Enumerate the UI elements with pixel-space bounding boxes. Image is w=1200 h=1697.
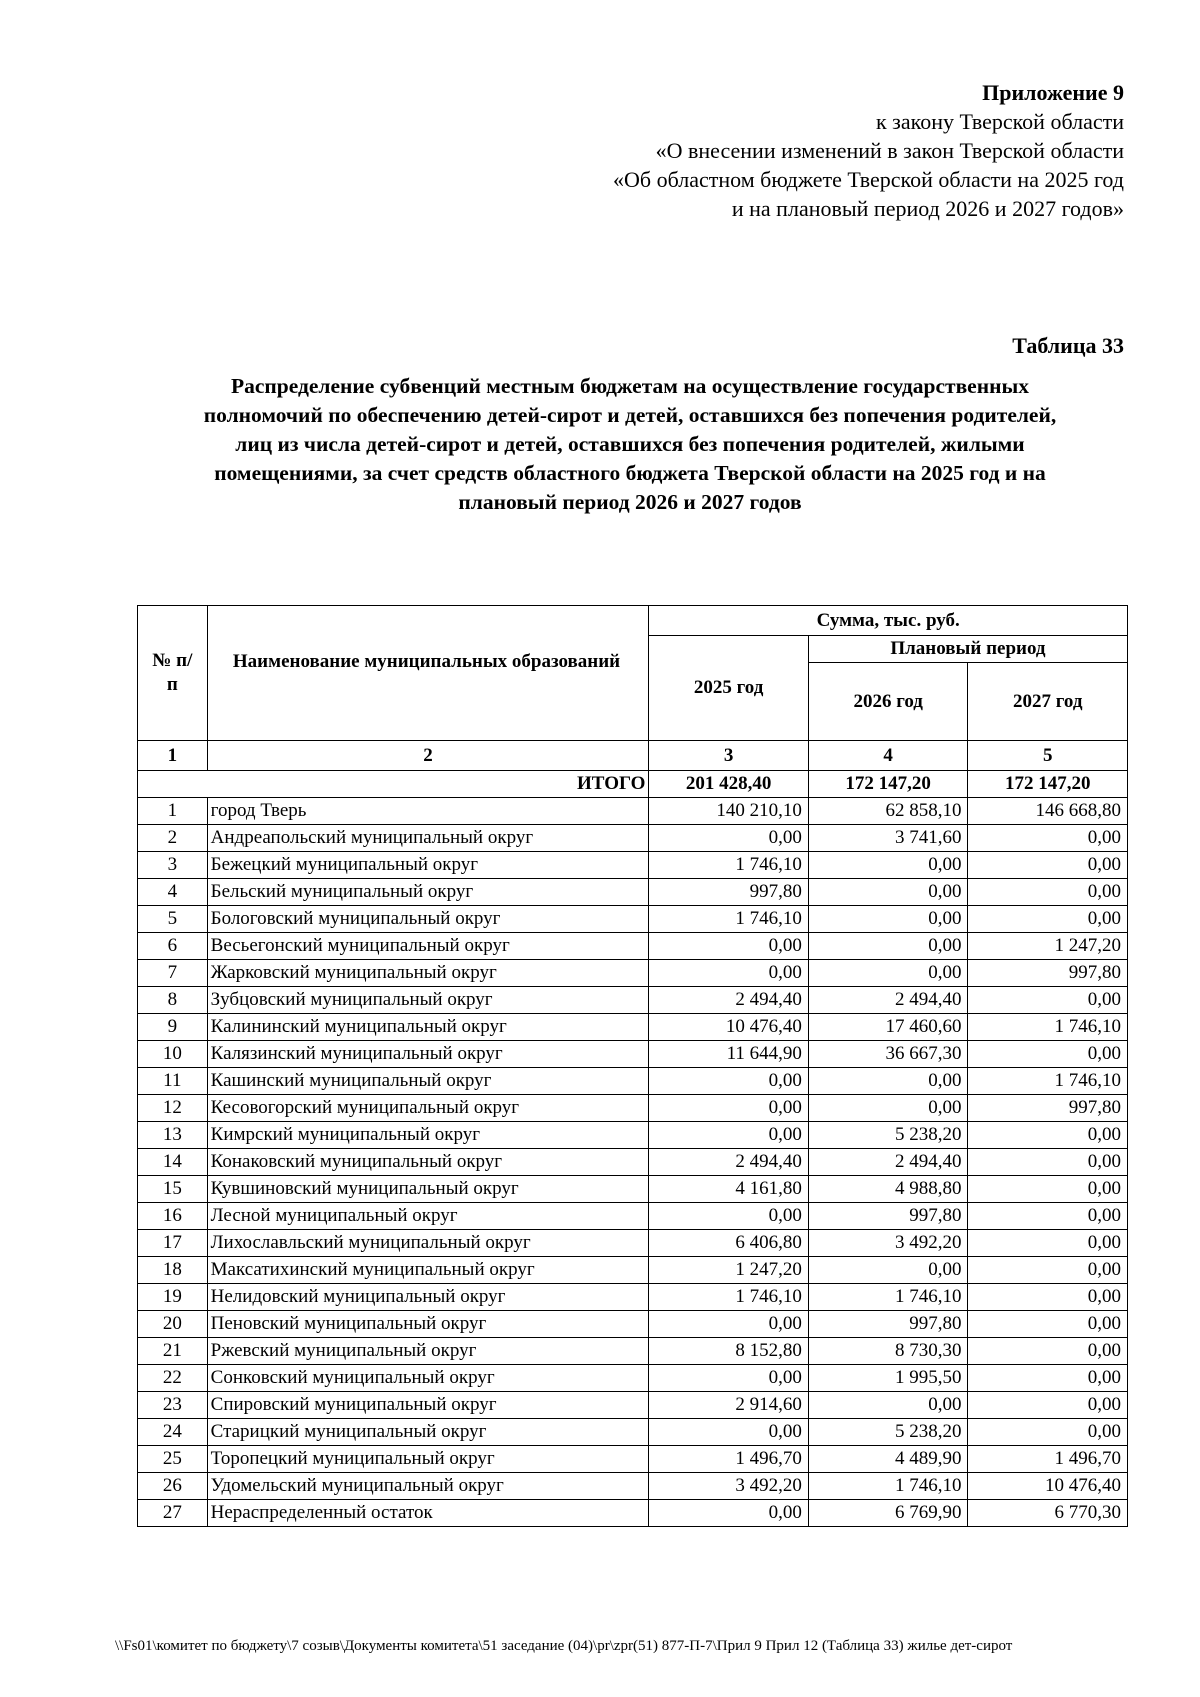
header-num: № п/п bbox=[138, 606, 208, 741]
total-2025: 201 428,40 bbox=[649, 771, 809, 798]
appendix-line: «Об областном бюджете Тверской области на 2025 год bbox=[613, 167, 1124, 192]
row-number: 10 bbox=[138, 1041, 208, 1068]
col-number: 5 bbox=[968, 741, 1128, 771]
table-row bbox=[138, 1365, 1128, 1392]
row-number: 20 bbox=[138, 1311, 208, 1338]
amount-2025: 1 746,10 bbox=[649, 1284, 809, 1311]
table-row bbox=[138, 1419, 1128, 1446]
row-number: 3 bbox=[138, 852, 208, 879]
municipality-name: Жарковский муниципальный округ bbox=[207, 960, 649, 987]
municipality-name: Ржевский муниципальный округ bbox=[207, 1338, 649, 1365]
row-number: 25 bbox=[138, 1446, 208, 1473]
municipality-name: город Тверь bbox=[207, 798, 649, 825]
amount-2025: 0,00 bbox=[649, 1500, 809, 1527]
total-row bbox=[138, 771, 1128, 798]
amount-2025: 1 247,20 bbox=[649, 1257, 809, 1284]
municipality-name: Старицкий муниципальный округ bbox=[207, 1419, 649, 1446]
row-number: 8 bbox=[138, 987, 208, 1014]
municipality-name: Лихославльский муниципальный округ bbox=[207, 1230, 649, 1257]
amount-2026: 3 492,20 bbox=[808, 1230, 968, 1257]
table-row bbox=[138, 1446, 1128, 1473]
amount-2026: 1 746,10 bbox=[808, 1473, 968, 1500]
amount-2025: 4 161,80 bbox=[649, 1176, 809, 1203]
row-number: 26 bbox=[138, 1473, 208, 1500]
amount-2026: 6 769,90 bbox=[808, 1500, 968, 1527]
municipality-name: Удомельский муниципальный округ bbox=[207, 1473, 649, 1500]
table-row bbox=[138, 1230, 1128, 1257]
header-sum: Сумма, тыс. руб. bbox=[649, 606, 1128, 636]
table-row bbox=[138, 1500, 1128, 1527]
table-row bbox=[138, 1122, 1128, 1149]
amount-2027: 0,00 bbox=[968, 1176, 1128, 1203]
municipality-name: Кесовогорский муниципальный округ bbox=[207, 1095, 649, 1122]
municipality-name: Зубцовский муниципальный округ bbox=[207, 987, 649, 1014]
total-label: ИТОГО bbox=[138, 771, 649, 798]
amount-2025: 0,00 bbox=[649, 1095, 809, 1122]
amount-2027: 0,00 bbox=[968, 852, 1128, 879]
amount-2027: 0,00 bbox=[968, 825, 1128, 852]
appendix-line: «О внесении изменений в закон Тверской области bbox=[655, 138, 1124, 163]
amount-2027: 0,00 bbox=[968, 987, 1128, 1014]
table-row bbox=[138, 933, 1128, 960]
header-2025: 2025 год bbox=[649, 636, 809, 741]
municipality-name: Калининский муниципальный округ bbox=[207, 1014, 649, 1041]
amount-2027: 10 476,40 bbox=[968, 1473, 1128, 1500]
municipality-name: Сонковский муниципальный округ bbox=[207, 1365, 649, 1392]
table-row bbox=[138, 852, 1128, 879]
municipality-name: Калязинский муниципальный округ bbox=[207, 1041, 649, 1068]
table-row bbox=[138, 1311, 1128, 1338]
header-2027: 2027 год bbox=[968, 663, 1128, 741]
amount-2027: 1 746,10 bbox=[968, 1014, 1128, 1041]
amount-2025: 1 496,70 bbox=[649, 1446, 809, 1473]
amount-2026: 0,00 bbox=[808, 879, 968, 906]
table-row bbox=[138, 906, 1128, 933]
amount-2027: 0,00 bbox=[968, 1311, 1128, 1338]
table-row bbox=[138, 879, 1128, 906]
amount-2026: 62 858,10 bbox=[808, 798, 968, 825]
appendix-header bbox=[613, 78, 1124, 223]
amount-2026: 0,00 bbox=[808, 1095, 968, 1122]
col-number: 3 bbox=[649, 741, 809, 771]
title-line: Распределение субвенций местным бюджетам на осуществление государственных bbox=[230, 374, 1030, 398]
amount-2026: 4 988,80 bbox=[808, 1176, 968, 1203]
amount-2026: 0,00 bbox=[808, 933, 968, 960]
row-number: 19 bbox=[138, 1284, 208, 1311]
amount-2026: 1 995,50 bbox=[808, 1365, 968, 1392]
amount-2027: 6 770,30 bbox=[968, 1500, 1128, 1527]
amount-2026: 4 489,90 bbox=[808, 1446, 968, 1473]
row-number: 2 bbox=[138, 825, 208, 852]
amount-2026: 0,00 bbox=[808, 852, 968, 879]
table-row bbox=[138, 1338, 1128, 1365]
amount-2025: 0,00 bbox=[649, 1203, 809, 1230]
amount-2025: 0,00 bbox=[649, 1068, 809, 1095]
amount-2026: 5 238,20 bbox=[808, 1419, 968, 1446]
table-row bbox=[138, 1176, 1128, 1203]
row-number: 6 bbox=[138, 933, 208, 960]
col-number: 2 bbox=[207, 741, 649, 771]
amount-2026: 36 667,30 bbox=[808, 1041, 968, 1068]
amount-2026: 2 494,40 bbox=[808, 987, 968, 1014]
col-number: 4 bbox=[808, 741, 968, 771]
municipality-name: Кимрский муниципальный округ bbox=[207, 1122, 649, 1149]
row-number: 15 bbox=[138, 1176, 208, 1203]
table-number: Таблица 33 bbox=[1012, 333, 1124, 358]
table-row bbox=[138, 1392, 1128, 1419]
table-row bbox=[138, 1014, 1128, 1041]
amount-2026: 8 730,30 bbox=[808, 1338, 968, 1365]
title-line: лиц из числа детей-сирот и детей, оставшихся без попечения родителей, жилыми bbox=[235, 432, 1025, 456]
municipality-name: Лесной муниципальный округ bbox=[207, 1203, 649, 1230]
title-line: помещениями, за счет средств областного бюджета Тверской области на 2025 год и на bbox=[214, 461, 1046, 485]
municipality-name: Кувшиновский муниципальный округ bbox=[207, 1176, 649, 1203]
amount-2025: 0,00 bbox=[649, 1311, 809, 1338]
amount-2025: 140 210,10 bbox=[649, 798, 809, 825]
amount-2027: 997,80 bbox=[968, 1095, 1128, 1122]
row-number: 9 bbox=[138, 1014, 208, 1041]
row-number: 13 bbox=[138, 1122, 208, 1149]
municipality-name: Максатихинский муниципальный округ bbox=[207, 1257, 649, 1284]
amount-2025: 0,00 bbox=[649, 825, 809, 852]
amount-2027: 1 746,10 bbox=[968, 1068, 1128, 1095]
title-line: полномочий по обеспечению детей-сирот и детей, оставшихся без попечения родителей, bbox=[203, 403, 1057, 427]
table-row bbox=[138, 825, 1128, 852]
municipality-name: Кашинский муниципальный округ bbox=[207, 1068, 649, 1095]
amount-2027: 0,00 bbox=[968, 1230, 1128, 1257]
amount-2025: 8 152,80 bbox=[649, 1338, 809, 1365]
amount-2027: 0,00 bbox=[968, 879, 1128, 906]
subventions-table bbox=[137, 605, 1128, 1527]
amount-2026: 0,00 bbox=[808, 1392, 968, 1419]
header-name: Наименование муниципальных образований bbox=[207, 606, 649, 741]
municipality-name: Пеновский муниципальный округ bbox=[207, 1311, 649, 1338]
amount-2027: 0,00 bbox=[968, 1392, 1128, 1419]
col-number: 1 bbox=[138, 741, 208, 771]
row-number: 23 bbox=[138, 1392, 208, 1419]
amount-2026: 0,00 bbox=[808, 960, 968, 987]
amount-2026: 2 494,40 bbox=[808, 1149, 968, 1176]
amount-2025: 1 746,10 bbox=[649, 906, 809, 933]
amount-2027: 0,00 bbox=[968, 1257, 1128, 1284]
municipality-name: Торопецкий муниципальный округ bbox=[207, 1446, 649, 1473]
amount-2027: 0,00 bbox=[968, 1041, 1128, 1068]
amount-2026: 997,80 bbox=[808, 1311, 968, 1338]
amount-2025: 2 914,60 bbox=[649, 1392, 809, 1419]
table-row bbox=[138, 1257, 1128, 1284]
amount-2025: 3 492,20 bbox=[649, 1473, 809, 1500]
amount-2026: 0,00 bbox=[808, 906, 968, 933]
amount-2026: 1 746,10 bbox=[808, 1284, 968, 1311]
amount-2027: 0,00 bbox=[968, 1284, 1128, 1311]
municipality-name: Конаковский муниципальный округ bbox=[207, 1149, 649, 1176]
amount-2025: 0,00 bbox=[649, 1122, 809, 1149]
amount-2027: 146 668,80 bbox=[968, 798, 1128, 825]
amount-2026: 17 460,60 bbox=[808, 1014, 968, 1041]
row-number: 12 bbox=[138, 1095, 208, 1122]
row-number: 5 bbox=[138, 906, 208, 933]
table-row bbox=[138, 798, 1128, 825]
amount-2026: 3 741,60 bbox=[808, 825, 968, 852]
row-number: 24 bbox=[138, 1419, 208, 1446]
row-number: 1 bbox=[138, 798, 208, 825]
appendix-line: и на плановый период 2026 и 2027 годов» bbox=[731, 196, 1124, 221]
amount-2027: 0,00 bbox=[968, 1122, 1128, 1149]
municipality-name: Бежецкий муниципальный округ bbox=[207, 852, 649, 879]
amount-2027: 0,00 bbox=[968, 1338, 1128, 1365]
municipality-name: Нераспределенный остаток bbox=[207, 1500, 649, 1527]
table-row bbox=[138, 987, 1128, 1014]
amount-2027: 0,00 bbox=[968, 906, 1128, 933]
municipality-name: Спировский муниципальный округ bbox=[207, 1392, 649, 1419]
header-2026: 2026 год bbox=[808, 663, 968, 741]
table-row bbox=[138, 1284, 1128, 1311]
row-number: 4 bbox=[138, 879, 208, 906]
table-row bbox=[138, 1473, 1128, 1500]
row-number: 21 bbox=[138, 1338, 208, 1365]
amount-2025: 0,00 bbox=[649, 1419, 809, 1446]
amount-2027: 0,00 bbox=[968, 1365, 1128, 1392]
amount-2025: 0,00 bbox=[649, 1365, 809, 1392]
row-number: 7 bbox=[138, 960, 208, 987]
municipality-name: Андреапольский муниципальный округ bbox=[207, 825, 649, 852]
file-path-footer: \\Fs01\комитет по бюджету\7 созыв\Документы комитета\51 заседание (04)\pr\zpr(51) 877-П-7\Прил 9 Прил 12 (Таблица 33) жилье дет-сирот bbox=[115, 1638, 1013, 1654]
document-title bbox=[140, 372, 1120, 517]
amount-2027: 1 247,20 bbox=[968, 933, 1128, 960]
appendix-title: Приложение 9 bbox=[982, 80, 1124, 105]
amount-2025: 997,80 bbox=[649, 879, 809, 906]
amount-2025: 0,00 bbox=[649, 933, 809, 960]
row-number: 18 bbox=[138, 1257, 208, 1284]
amount-2025: 6 406,80 bbox=[649, 1230, 809, 1257]
total-2027: 172 147,20 bbox=[968, 771, 1128, 798]
table-row bbox=[138, 1041, 1128, 1068]
amount-2027: 1 496,70 bbox=[968, 1446, 1128, 1473]
amount-2026: 0,00 bbox=[808, 1257, 968, 1284]
municipality-name: Нелидовский муниципальный округ bbox=[207, 1284, 649, 1311]
amount-2027: 0,00 bbox=[968, 1203, 1128, 1230]
amount-2025: 1 746,10 bbox=[649, 852, 809, 879]
amount-2027: 997,80 bbox=[968, 960, 1128, 987]
amount-2026: 0,00 bbox=[808, 1068, 968, 1095]
amount-2025: 10 476,40 bbox=[649, 1014, 809, 1041]
municipality-name: Весьегонский муниципальный округ bbox=[207, 933, 649, 960]
row-number: 22 bbox=[138, 1365, 208, 1392]
amount-2027: 0,00 bbox=[968, 1149, 1128, 1176]
header-plan: Плановый период bbox=[808, 636, 1127, 663]
table-row bbox=[138, 1203, 1128, 1230]
row-number: 16 bbox=[138, 1203, 208, 1230]
municipality-name: Бологовский муниципальный округ bbox=[207, 906, 649, 933]
appendix-line: к закону Тверской области bbox=[875, 109, 1124, 134]
amount-2025: 2 494,40 bbox=[649, 1149, 809, 1176]
amount-2026: 997,80 bbox=[808, 1203, 968, 1230]
amount-2025: 0,00 bbox=[649, 960, 809, 987]
table-row bbox=[138, 1149, 1128, 1176]
amount-2025: 11 644,90 bbox=[649, 1041, 809, 1068]
row-number: 27 bbox=[138, 1500, 208, 1527]
municipality-name: Бельский муниципальный округ bbox=[207, 879, 649, 906]
table-row bbox=[138, 1068, 1128, 1095]
total-2026: 172 147,20 bbox=[808, 771, 968, 798]
table-row bbox=[138, 1095, 1128, 1122]
title-line: плановый период 2026 и 2027 годов bbox=[458, 490, 802, 514]
amount-2025: 2 494,40 bbox=[649, 987, 809, 1014]
row-number: 17 bbox=[138, 1230, 208, 1257]
table-row bbox=[138, 960, 1128, 987]
amount-2026: 5 238,20 bbox=[808, 1122, 968, 1149]
row-number: 11 bbox=[138, 1068, 208, 1095]
row-number: 14 bbox=[138, 1149, 208, 1176]
amount-2027: 0,00 bbox=[968, 1419, 1128, 1446]
